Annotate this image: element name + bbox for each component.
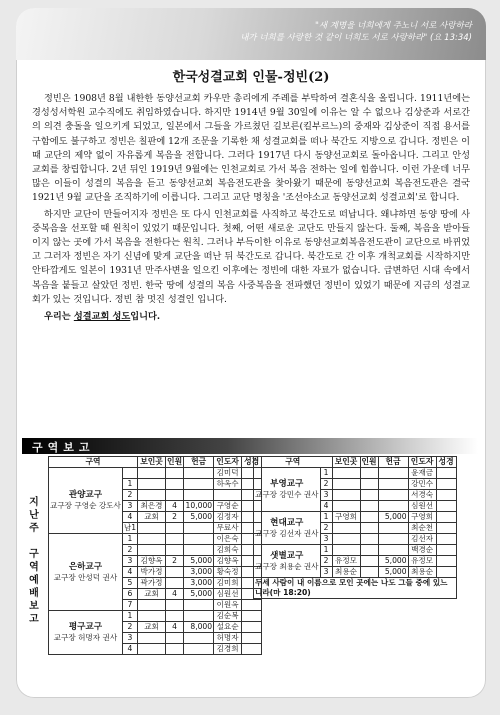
cell-보인곳: [138, 468, 166, 479]
cell-성경: [436, 567, 456, 578]
cell-인원: [360, 567, 378, 578]
cell-인원: [166, 479, 184, 490]
cell-인원: 4: [166, 622, 184, 633]
cell-헌금: 5,000: [184, 512, 214, 523]
cell-헌금: [184, 633, 214, 644]
cell-인도자: 이원옥: [214, 600, 242, 611]
cell-헌금: [184, 490, 214, 501]
cell-구역: 1: [122, 611, 137, 622]
cell-보인곳: [138, 545, 166, 556]
cell-인도자: 구영희: [408, 512, 436, 523]
verse-note-row: [254, 578, 457, 599]
cell-헌금: [184, 611, 214, 622]
cell-보인곳: 교회: [138, 512, 166, 523]
cell-헌금: 3,000: [184, 578, 214, 589]
cell-구역: 1: [122, 479, 137, 490]
col-header-3: 헌금: [378, 457, 408, 468]
cell-인도자: 김경희: [214, 644, 242, 655]
cell-인도자: 허명자: [214, 633, 242, 644]
cell-인원: [360, 523, 378, 534]
report-table-left: [48, 456, 262, 655]
cell-보인곳: [138, 611, 166, 622]
cell-인원: [360, 512, 378, 523]
cell-보인곳: 교회: [138, 622, 166, 633]
col-header-4: 인도자: [408, 457, 436, 468]
group-leader: 교구장 김선자 권사: [255, 528, 319, 538]
cell-인원: 2: [166, 556, 184, 567]
side-label-last-week: 지난주: [29, 497, 39, 534]
header-verse: [152, 20, 472, 44]
cell-구역: 1: [320, 545, 332, 556]
group-name: 현대교구: [270, 517, 304, 528]
report-header-row: [49, 457, 262, 468]
header-verse-line2: 내가 너희를 사랑한 것 같이 너희도 서로 사랑하라" (요 13:34): [240, 33, 472, 43]
cell-인원: [360, 479, 378, 490]
article-closing: [32, 310, 470, 324]
group-leader: 교구장 최용순 권사: [255, 561, 319, 571]
table-row: [49, 611, 262, 622]
cell-보인곳: 구영희: [332, 512, 360, 523]
cell-인도자: 최용순: [408, 567, 436, 578]
cell-인원: [360, 534, 378, 545]
cell-인원: [166, 545, 184, 556]
cell-구역: 1: [122, 534, 137, 545]
cell-인원: [166, 611, 184, 622]
cell-인도자: 구영순: [214, 501, 242, 512]
cell-구역: 4: [122, 512, 137, 523]
col-header-5: 성경: [242, 457, 262, 468]
header-verse-line1: "새 계명을 너희에게 주노니 서로 사랑하라: [314, 21, 472, 31]
cell-보인곳: [332, 490, 360, 501]
cell-보인곳: [138, 644, 166, 655]
cell-보인곳: 최은경: [138, 501, 166, 512]
cell-성경: [436, 534, 456, 545]
cell-보인곳: 박가정: [138, 567, 166, 578]
col-header-group: 구역: [49, 457, 138, 468]
table-row: [254, 545, 457, 556]
cell-구역: 1: [320, 468, 332, 479]
article-paragraph-1: 정빈은 1908년 8월 내한한 동양선교회 카우만 총리에게 주례를 부탁하여 결혼식을 올립니다. 1911년에는 경성성서학원 교수직에도 취임하였습니다. 하지만 1914년 9월 30일에 이유는 알 수 없으나 김상준과 서로간의 의견 충돌을 일으키게 되었고, 일본에서 그들을 가르쳤던 길보른(킬부르느)의 중재와 김상준이 직접 용서를 구함에도 불구하고 정빈은 칠판에 12개 조문을 기록한 채 성결교회를 떠나 북간도 지방으로 갑니다. 정빈은 이때 교단의 제약 없이 자유롭게 복음을 전합니다. 그러다 1917년 다시 동양선교회로 돌아옵니다. 그리고 안성교회를 창립합니다. 2년 뒤인 1919년 9월에는 인천교회로 가서 복음 전하는 일에 힘씁니다. 이런 가운데 너무 많은 이들이 성결의 복음을 듣고 동양선교회 복음전도관을 찾아왔기 때문에 동양선교회 복음전도관은 결국 1921년 9월 교단을 조직하기에 이릅니다. 그리고 교단 명칭을 '조선야소교 동양선교회 성결교회'로 합니다.: [32, 93, 470, 204]
cell-헌금: 5,000: [378, 512, 408, 523]
group-name: 부영교구: [270, 479, 304, 489]
cell-성경: [242, 633, 262, 644]
cell-인도자: 김희숙: [214, 545, 242, 556]
cell-구역: 7: [122, 600, 137, 611]
report-section-title: 구역보고: [32, 441, 95, 454]
cell-인도자: 백경순: [408, 545, 436, 556]
cell-인도자: 이은숙: [214, 534, 242, 545]
cell-성경: [436, 490, 456, 501]
cell-헌금: [184, 600, 214, 611]
cell-구역: 5: [122, 578, 137, 589]
cell-인원: [166, 534, 184, 545]
cell-보인곳: [332, 523, 360, 534]
cell-인도자: 김정자: [214, 512, 242, 523]
cell-인원: 4: [166, 501, 184, 512]
group-cell: [254, 512, 321, 545]
cell-성경: [436, 556, 456, 567]
cell-인원: [360, 545, 378, 556]
article-title: 한국성결교회 인물-정빈(2): [172, 70, 330, 85]
cell-보인곳: 교회: [138, 589, 166, 600]
table-row: [49, 468, 262, 479]
cell-보인곳: [138, 600, 166, 611]
cell-구역: 6: [122, 589, 137, 600]
cell-구역: 3: [122, 501, 137, 512]
group-name: 평구교구: [68, 622, 103, 632]
cell-인원: [166, 633, 184, 644]
cell-구역: 3: [320, 567, 332, 578]
cell-인도자: 강민수: [408, 479, 436, 490]
group-leader: 교구장 허명자 권사: [53, 633, 118, 642]
col-header-2: 인원: [361, 457, 377, 466]
cell-헌금: [184, 523, 214, 534]
cell-인도자: 윤재금: [408, 468, 436, 479]
cell-보인곳: [138, 490, 166, 501]
cell-인도자: 설요순: [214, 622, 242, 633]
cell-보인곳: 최용순: [332, 567, 360, 578]
cell-구역: 3: [320, 534, 332, 545]
group-cell: [49, 611, 123, 655]
cell-성경: [436, 512, 456, 523]
cell-보인곳: [138, 479, 166, 490]
cell-인도자: 김미덕: [214, 468, 242, 479]
cell-헌금: [378, 545, 408, 556]
cell-구역: 2: [122, 545, 137, 556]
cell-인원: [360, 468, 378, 479]
cell-성경: [436, 545, 456, 556]
cell-헌금: 5,000: [378, 556, 408, 567]
cell-보인곳: [332, 468, 360, 479]
cell-헌금: [378, 523, 408, 534]
header-banner: [16, 8, 486, 60]
report-section-header: [22, 438, 478, 454]
cell-보인곳: [332, 545, 360, 556]
cell-인도자: 무료사: [214, 523, 242, 534]
cell-구역: [122, 468, 137, 479]
cell-인도자: 최순천: [408, 523, 436, 534]
cell-구역: 2: [320, 479, 332, 490]
cell-헌금: [184, 468, 214, 479]
group-name: 샛별교구: [270, 550, 304, 561]
cell-구역: 3: [320, 490, 332, 501]
group-cell: [254, 468, 321, 512]
cell-보인곳: [138, 534, 166, 545]
group-name: 관양교구: [68, 490, 103, 500]
report-table-right: [253, 456, 457, 599]
cell-보인곳: 곽가정: [138, 578, 166, 589]
table-row: [49, 534, 262, 545]
group-name: 은하교구: [68, 561, 103, 572]
cell-구역: 2: [320, 523, 332, 534]
cell-구역: 2: [320, 556, 332, 567]
cell-인원: [360, 490, 378, 501]
cell-성경: [436, 501, 456, 512]
cell-성경: [242, 622, 262, 633]
cell-헌금: 5,000: [184, 556, 214, 567]
cell-보인곳: 김향옥: [138, 556, 166, 567]
verse-note: 두세 사람이 내 이름으로 모인 곳에는 나도 그들 중에 있느니라(마 18:20): [254, 578, 457, 599]
closing-underlined: 성결교회 성도: [73, 311, 131, 323]
cell-인도자: 김선자: [408, 534, 436, 545]
cell-헌금: 3,000: [184, 567, 214, 578]
col-header-group: 구역: [254, 457, 333, 468]
col-header-2: 인원: [167, 457, 183, 466]
group-cell: [254, 545, 321, 578]
cell-성경: [242, 600, 262, 611]
cell-헌금: 5,000: [378, 567, 408, 578]
cell-인도자: 김미희: [214, 578, 242, 589]
cell-구역: 2: [122, 490, 137, 501]
cell-인도자: 황숙정: [214, 567, 242, 578]
cell-성경: [436, 523, 456, 534]
cell-인원: [166, 490, 184, 501]
cell-보인곳: [138, 633, 166, 644]
cell-보인곳: [332, 534, 360, 545]
cell-인원: [166, 567, 184, 578]
cell-헌금: [184, 644, 214, 655]
article-body: [32, 92, 470, 326]
group-cell: [49, 534, 123, 611]
cell-성경: [436, 468, 456, 479]
cell-구역: 3: [122, 556, 137, 567]
cell-인도자: 심원선: [408, 501, 436, 512]
cell-헌금: [184, 545, 214, 556]
cell-구역: 남1: [123, 523, 137, 532]
cell-인원: 4: [166, 589, 184, 600]
cell-헌금: 10,000: [185, 501, 213, 510]
cell-인원: [166, 644, 184, 655]
cell-구역: 3: [122, 633, 137, 644]
cell-헌금: [184, 534, 214, 545]
col-header-1: 보인곳: [332, 457, 360, 468]
cell-헌금: [378, 501, 408, 512]
cell-인원: 2: [166, 512, 184, 523]
bulletin-page: [16, 8, 486, 698]
cell-인도자: 하옥수: [214, 479, 242, 490]
cell-인원: [360, 556, 378, 567]
cell-구역: 4: [320, 501, 332, 512]
group-leader: 교구장 강민수 권사: [255, 490, 319, 499]
cell-인원: [166, 600, 184, 611]
cell-구역: 2: [122, 622, 137, 633]
group-leader: 교구장 구영순 강도사: [50, 501, 121, 510]
cell-인도자: 서경숙: [408, 490, 436, 501]
cell-헌금: [378, 468, 408, 479]
cell-헌금: [184, 479, 214, 490]
cell-보인곳: [332, 479, 360, 490]
col-header-1: 보인곳: [138, 457, 166, 468]
group-cell: [49, 468, 123, 534]
cell-성경: [242, 611, 262, 622]
cell-보인곳: 유정모: [332, 556, 360, 567]
cell-구역: 4: [122, 567, 137, 578]
table-row: [254, 468, 457, 479]
closing-prefix: 우리는: [44, 311, 74, 323]
cell-인원: [166, 523, 184, 534]
group-leader: 교구장 안성덕 권사: [53, 572, 118, 582]
report-header-row: [254, 457, 457, 468]
cell-인도자: 김순복: [214, 611, 242, 622]
cell-성경: [242, 644, 262, 655]
cell-헌금: [378, 534, 408, 545]
table-row: [254, 512, 457, 523]
cell-헌금: 8,000: [184, 622, 214, 633]
cell-인도자: 심원선: [214, 589, 242, 600]
cell-인원: [166, 468, 184, 479]
col-header-3: 헌금: [184, 457, 214, 468]
article-paragraph-2: 하지만 교단이 만들어지자 정빈은 또 다시 인천교회를 사직하고 북간도로 떠납니다. 왜냐하면 동양 땅에 사중복음을 선포할 때 원칙이 있었기 때문입니다. 첫째, 어떤 새로운 교단도 만들지 않는다. 둘째, 복음을 받아들이지 않는 곳에 가서 복음을 전한다는 원칙. 그러나 부득이한 이유로 동양선교회복음전도관이 교단으로 바뀌었고 그러자 정빈은 자기 신념에 맞게 교단을 떠난 뒤 북간도로 갑니다. 북간도로 간 이후 개척교회를 시작하지만 안타깝게도 일본이 1931년 만주사변을 일으킨 이후에는 정빈에 대한 자료가 없습니다. 급변하던 시대 속에서 복음을 붙들고 살았던 정빈. 한국 땅에 성결의 복음 사중복음을 전파했던 정빈이 있었기 때문에 지금의 성결교회가 있는 것입니다. 정빈 참 멋진 성결인 입니다.: [32, 208, 470, 305]
cell-보인곳: [332, 501, 360, 512]
cell-보인곳: [138, 523, 166, 534]
cell-헌금: [378, 479, 408, 490]
cell-인원: [360, 501, 378, 512]
cell-인도자: 유정모: [408, 556, 436, 567]
col-header-5: 성경: [436, 457, 456, 468]
closing-suffix: 입니다.: [130, 311, 161, 323]
cell-헌금: 5,000: [184, 589, 214, 600]
side-label-worship: 구역예배보고: [29, 549, 39, 625]
col-header-4: 인도자: [214, 457, 242, 468]
cell-성경: [436, 479, 456, 490]
cell-구역: 4: [122, 644, 137, 655]
cell-헌금: [378, 490, 408, 501]
cell-인도자: [214, 490, 242, 501]
cell-인도자: 김향옥: [214, 556, 242, 567]
cell-구역: 1: [320, 512, 332, 523]
cell-인원: [166, 578, 184, 589]
